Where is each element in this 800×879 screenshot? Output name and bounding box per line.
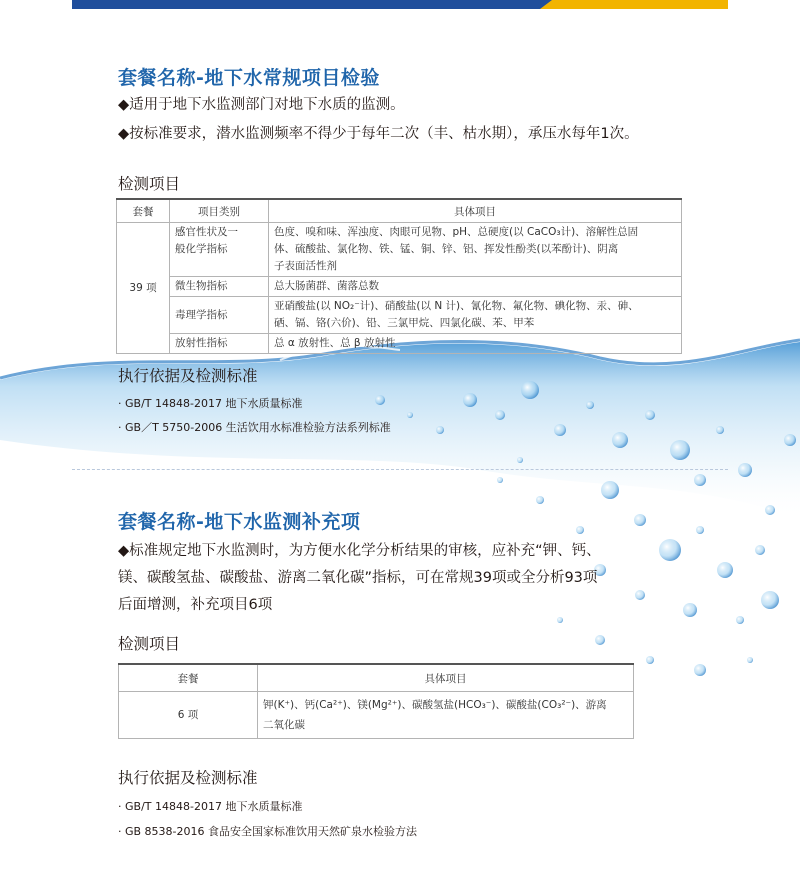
- category-line: 放射性指标: [175, 337, 228, 349]
- items-line: 亚硝酸盐(以 NO₂⁻计)、硝酸盐(以 N 计)、氰化物、氟化物、碘化物、汞、砷、: [274, 300, 639, 312]
- package-count-cell: 39 项: [117, 223, 170, 354]
- items-cell: [269, 297, 682, 334]
- header-items: 具体项目: [269, 199, 682, 223]
- table-row: [117, 223, 682, 277]
- package2-standard-2: · GB 8538-2016 食品安全国家标准饮用天然矿泉水检验方法: [118, 825, 418, 838]
- header-items: 具体项目: [258, 664, 634, 692]
- items-line: 钾(K⁺)、钙(Ca²⁺)、镁(Mg²⁺)、碳酸氢盐(HCO₃⁻)、碳酸盐(CO₃²⁻)、游离: [263, 699, 607, 711]
- items-cell: [258, 692, 634, 739]
- items-line: 子表面活性剂: [274, 260, 337, 272]
- table-header-row: [119, 664, 634, 692]
- category-line: 毒理学指标: [175, 308, 228, 321]
- header-package: 套餐: [119, 664, 258, 692]
- category-line: 感官性状及一: [175, 226, 238, 238]
- category-cell: [170, 334, 269, 354]
- package2-standard-1: · GB/T 14848-2017 地下水质量标准: [118, 800, 303, 813]
- category-line: 般化学指标: [175, 243, 228, 255]
- package1-table: [116, 198, 682, 354]
- package1-bullet-1: ◆适用于地下水监测部门对地下水质的监测。: [118, 97, 405, 113]
- items-cell: [269, 334, 682, 354]
- items-line: 二氧化碳: [263, 719, 305, 731]
- items-line: 硒、镉、铬(六价)、铅、三氯甲烷、四氯化碳、苯、甲苯: [274, 317, 535, 329]
- header-package: 套餐: [117, 199, 170, 223]
- package2-title: 套餐名称-地下水监测补充项: [118, 511, 361, 533]
- table-row: [119, 692, 634, 739]
- items-line: 总 α 放射性、总 β 放射性: [274, 337, 396, 349]
- package1-items-heading: 检测项目: [118, 175, 181, 193]
- section-divider: [72, 469, 728, 470]
- items-line: 色度、嗅和味、浑浊度、肉眼可见物、pH、总硬度(以 CaCO₃计)、溶解性总固: [274, 226, 639, 238]
- package2-standards-heading: 执行依据及检测标准: [118, 769, 258, 787]
- top-header-bar: [72, 0, 728, 9]
- package1-bullet-2: ◆按标准要求，潜水监测频率不得少于每年二次（丰、枯水期），承压水每年1次。: [118, 126, 639, 142]
- items-cell: [269, 277, 682, 297]
- table-row: [117, 297, 682, 334]
- package2-items-heading: 检测项目: [118, 635, 181, 653]
- package1-standard-1: · GB/T 14848-2017 地下水质量标准: [118, 397, 303, 410]
- package1-standards-heading: 执行依据及检测标准: [118, 367, 258, 385]
- package1-standard-2: · GB／T 5750-2006 生活饮用水标准检验方法系列标准: [118, 421, 391, 434]
- category-line: 微生物指标: [175, 280, 228, 292]
- items-line: 总大肠菌群、菌落总数: [274, 280, 379, 292]
- package2-bullet-line-2: 镁、碳酸氢盐、碳酸盐、游离二氧化碳”指标，可在常规39项或全分析93项: [118, 570, 598, 586]
- category-cell: [170, 223, 269, 277]
- package2-bullet-line-3: 后面增测，补充项目6项: [118, 597, 273, 613]
- header-bar-blue: [72, 0, 552, 9]
- package2-bullet-line-1: ◆标准规定地下水监测时，为方便水化学分析结果的审核，应补充“钾、钙、: [118, 543, 601, 559]
- package1-title: 套餐名称-地下水常规项目检验: [118, 67, 380, 89]
- package-count-cell: 6 项: [119, 692, 258, 739]
- items-line: 体、硫酸盐、氯化物、铁、锰、铜、锌、铝、挥发性酚类(以苯酚计)、阴离: [274, 243, 619, 255]
- category-cell: [170, 297, 269, 334]
- header-bar-gold: [540, 0, 728, 9]
- table-row: [117, 334, 682, 354]
- category-cell: [170, 277, 269, 297]
- table-header-row: [117, 199, 682, 223]
- table-row: [117, 277, 682, 297]
- header-category: 项目类别: [170, 199, 269, 223]
- package2-table: [118, 663, 634, 739]
- items-cell: [269, 223, 682, 277]
